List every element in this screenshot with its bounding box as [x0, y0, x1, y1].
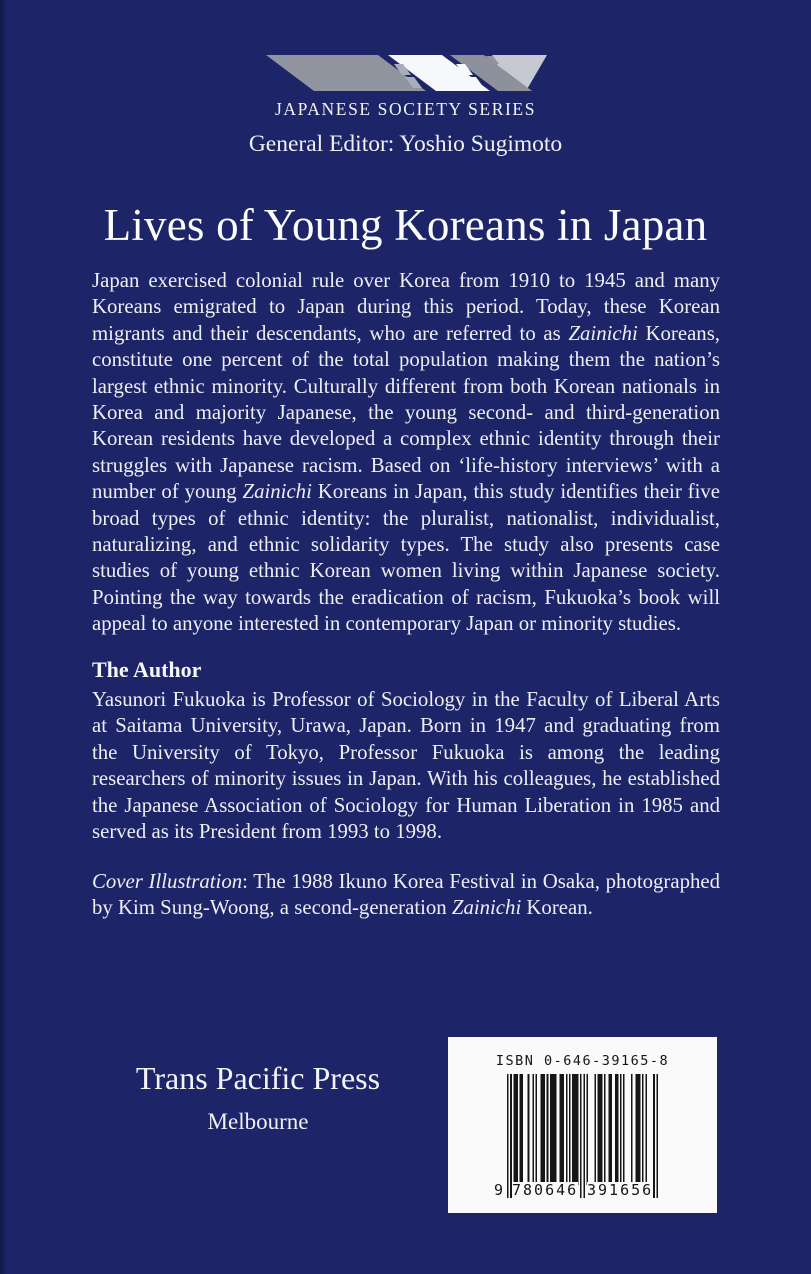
japanese-society-series-logo: [264, 52, 548, 94]
barcode-digit-first: 9: [493, 1181, 505, 1199]
synopsis-paragraph: Japan exercised colonial rule over Korea from 1910 to 1945 and many Koreans emigrated to Japan during this period. Today, these Korean migrants and their descendants, who are referred to as Zainichi Koreans, constitute one percent of the total population making them the nation’s largest ethnic minority. Culturally different from both Korean nationals in Korea and majority Japanese, the young second- and third-generation Korean residents have developed a complex ethnic identity through their struggles with Japanese racism. Based on ‘life-history interviews’ with a number of young Zainichi Koreans in Japan, this study identifies their five broad types of ethnic identity: the pluralist, nationalist, individualist, naturalizing, and ethnic solidarity types. The study also presents case studies of young ethnic Korean women living within Japanese society. Pointing the way towards the eradication of racism, Fukuoka’s book will appeal to anyone interested in contemporary Japan or minority studies.: [92, 269, 720, 636]
series-name: JAPANESE SOCIETY SERIES: [274, 99, 537, 119]
spine-shadow: [0, 0, 7, 1274]
series-logo-icon: [264, 52, 548, 94]
barcode-digits-left: 780646: [512, 1181, 579, 1199]
cover-illustration-note: Cover Illustration: The 1988 Ikuno Korea Festival in Osaka, photographed by Kim Sung-Woong, a second-generation Zainichi Korean.: [92, 870, 720, 920]
isbn-label: ISBN 0-646-39165-8: [495, 1053, 670, 1069]
author-bio-paragraph: Yasunori Fukuoka is Professor of Sociology in the Faculty of Liberal Arts at Saitama University, Urawa, Japan. Born in 1947 and graduating from the University of Tokyo, Professor Fukuoka is among the leading researchers of minority issues in Japan. With his colleagues, he established the Japanese Association of Sociology for Human Liberation in 1985 and served as its President from 1993 to 1998.: [92, 688, 720, 844]
publisher-name: Trans Pacific Press: [135, 1060, 381, 1096]
publisher-block: [96, 1060, 420, 1135]
barcode-bars: [507, 1074, 658, 1198]
book-title: Lives of Young Koreans in Japan: [103, 200, 708, 250]
author-section-heading: The Author: [92, 657, 202, 682]
publisher-city: Melbourne: [207, 1109, 309, 1134]
barcode-panel: [448, 1037, 717, 1213]
barcode-digits-right: 391656: [587, 1181, 654, 1199]
series-editor: General Editor: Yoshio Sugimoto: [248, 131, 563, 157]
